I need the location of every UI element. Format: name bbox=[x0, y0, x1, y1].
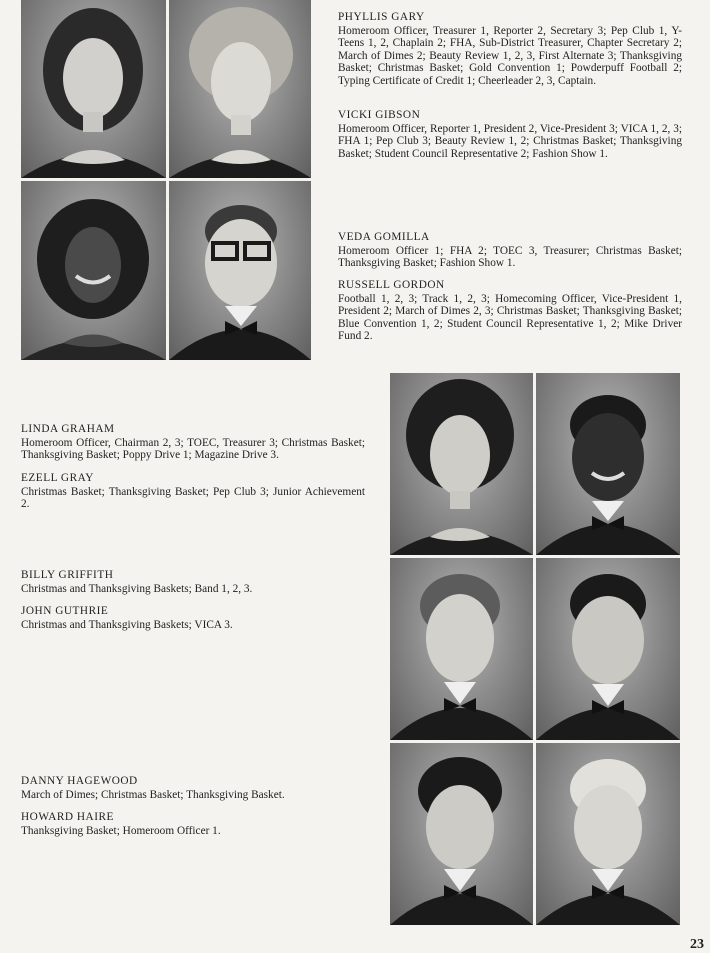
entry-russell-gordon bbox=[338, 279, 682, 343]
student-name: HOWARD HAIRE bbox=[21, 811, 114, 823]
student-name: VEDA GOMILLA bbox=[338, 231, 430, 243]
student-name: EZELL GRAY bbox=[21, 472, 94, 484]
entry-danny-hagewood bbox=[21, 775, 365, 801]
portrait-ezell-gray bbox=[536, 373, 680, 555]
student-name: JOHN GUTHRIE bbox=[21, 605, 109, 617]
portrait-linda-graham bbox=[390, 373, 533, 555]
student-name: PHYLLIS GARY bbox=[338, 11, 425, 23]
student-activities: Homeroom Officer, Chairman 2, 3; TOEC, Treasurer 3; Christmas Basket; Thanksgiving Basket; Poppy Drive 1; Magazine Drive 3. bbox=[21, 436, 365, 462]
entry-ezell-gray bbox=[21, 472, 365, 511]
portrait-howard-haire bbox=[536, 743, 680, 925]
entry-phyllis-gary bbox=[338, 11, 682, 88]
portrait-russell-gordon bbox=[169, 181, 311, 360]
entry-billy-griffith bbox=[21, 569, 365, 595]
student-activities: Football 1, 2, 3; Track 1, 2, 3; Homecoming Officer, Vice-President 1, President 2; March of Dimes 2, 3; Christmas Basket; Thanksgiving Basket; Blue Convention 1, 2; Student Council Representative 1, 2; Mike Driver Fund 2. bbox=[338, 292, 682, 343]
student-name: DANNY HAGEWOOD bbox=[21, 775, 138, 787]
portrait-phyllis-gary bbox=[21, 0, 166, 178]
portrait-danny-hagewood bbox=[390, 743, 533, 925]
portrait-vicki-gibson bbox=[169, 0, 311, 178]
student-activities: March of Dimes; Christmas Basket; Thanksgiving Basket. bbox=[21, 788, 285, 801]
student-name: LINDA GRAHAM bbox=[21, 423, 115, 435]
entry-john-guthrie bbox=[21, 605, 365, 631]
student-activities: Thanksgiving Basket; Homeroom Officer 1. bbox=[21, 824, 221, 837]
student-name: BILLY GRIFFITH bbox=[21, 569, 114, 581]
portrait-billy-griffith bbox=[390, 558, 533, 740]
student-name: RUSSELL GORDON bbox=[338, 279, 445, 291]
entry-veda-gomilla bbox=[338, 231, 682, 270]
student-activities: Christmas and Thanksgiving Baskets; Band 1, 2, 3. bbox=[21, 582, 253, 595]
student-activities: Christmas and Thanksgiving Baskets; VICA 3. bbox=[21, 618, 233, 631]
entry-vicki-gibson bbox=[338, 109, 682, 160]
student-activities: Christmas Basket; Thanksgiving Basket; Pep Club 3; Junior Achievement 2. bbox=[21, 485, 365, 511]
entry-linda-graham bbox=[21, 423, 365, 462]
page-number: 23 bbox=[690, 937, 704, 952]
entry-howard-haire bbox=[21, 811, 365, 837]
student-activities: Homeroom Officer, Reporter 1, President 2, Vice-President 3; VICA 1, 2, 3; FHA 1; Pep Club 3; Beauty Review 1, 2; Christmas Basket; Thanksgiving Basket; Student Council Representative 2; Fashion Show 1. bbox=[338, 122, 682, 160]
portrait-john-guthrie bbox=[536, 558, 680, 740]
student-activities: Homeroom Officer, Treasurer 1, Reporter 2, Secretary 3; Pep Club 1, Y-Teens 1, 2, Chaplain 2; FHA, Sub-District Treasurer, Chapter Secretary 2; March of Dimes 2; Beauty Review 1, 2, 3, First Alternate 3; Thanksgiving Basket; Christmas Basket; Gold Convention 1; Powderpuff Football 2; Typing Certificate of Credit 1; Cheerleader 2, 3, Captain. bbox=[338, 24, 682, 87]
portrait-veda-gomilla bbox=[21, 181, 166, 360]
student-name: VICKI GIBSON bbox=[338, 109, 421, 121]
student-activities: Homeroom Officer 1; FHA 2; TOEC 3, Treasurer; Christmas Basket; Thanksgiving Basket; Fashion Show 1. bbox=[338, 244, 682, 270]
